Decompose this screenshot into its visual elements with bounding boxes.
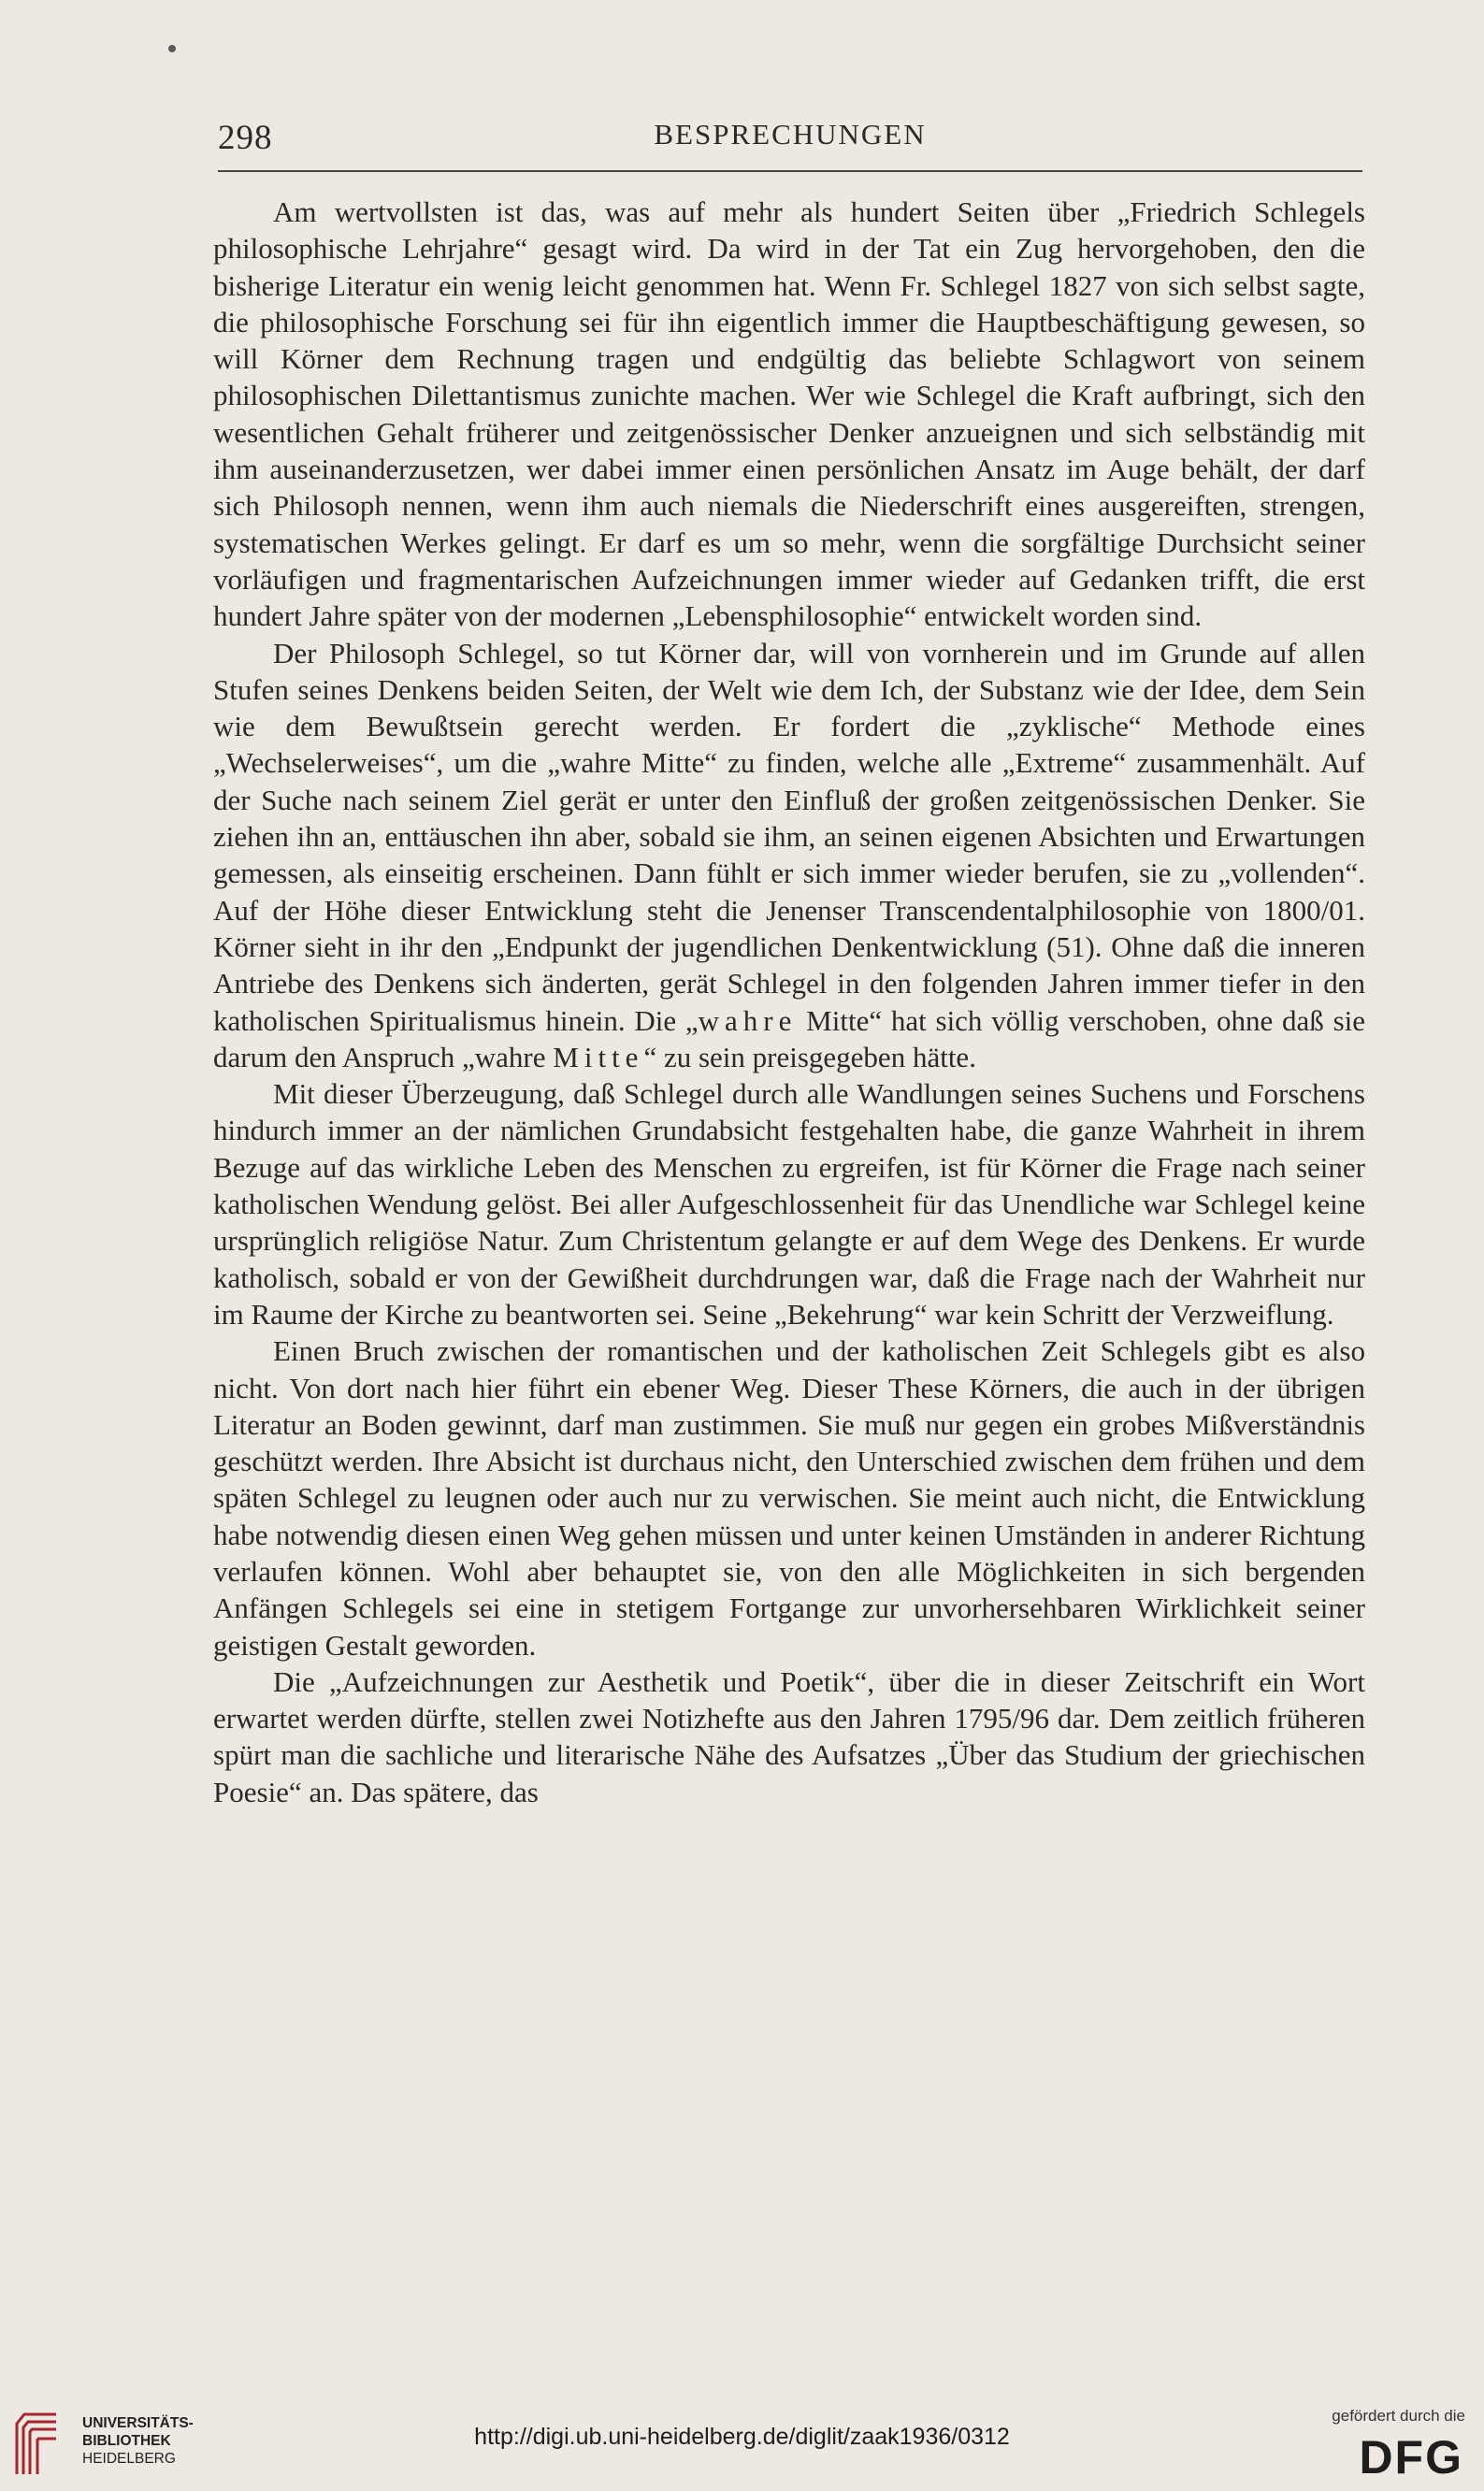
paragraph-2-text-a: Der Philosoph Schlegel, so tut Körner dar, will von vornherein und im Grunde auf allen Stufen seines Denkens beiden Seiten, der Welt wie dem Ich, der Substanz wie der Idee, dem Sein wie dem Bewußtsein gerecht werden. Er fordert die „zyklische“ Methode eines „Wechselerweises“, um die „wahre Mitte“ zu finden, welche alle „Extreme“ zusammenhält. Auf der Suche nach seinem Ziel gerät er unter den Einfluß der großen zeitgenössischen Denker. Sie ziehen ihn an, enttäuschen ihn aber, sobald sie ihm, an seinen eigenen Absichten und Erwartungen gemessen, als einseitig erscheinen. Dann fühlt er sich immer wieder berufen, sie zu „vollenden“. Auf der Höhe dieser Entwicklung steht die Jenenser Transcendentalphilosophie von 1800/01. Körner sieht in ihr den „Endpunkt der jugendlichen Denkentwicklung (51). Ohne daß die inneren Antriebe des Denkens sich änderten, gerät Schlegel in den folgenden Jahren immer tiefer in den katholischen Spiritualismus hinein. Die „ bbox=[213, 636, 1365, 1037]
library-name-line1: UNIVERSITÄTS- bbox=[82, 2415, 194, 2431]
paragraph-1: Am wertvollsten ist das, was auf mehr als hundert Seiten über „Friedrich Schlegels philosophische Lehrjahre“ gesagt wird. Da wird in der Tat ein Zug hervorgehoben, den die bisherige Literatur ein wenig leicht genommen hat. Wenn Fr. Schlegel 1827 von sich selbst sagte, die philosophische Forschung sei für ihn eigentlich immer die Hauptbeschäftigung gewesen, so will Körner dem Rechnung tragen und endgültig das beliebte Schlagwort von seinem philosophischen Dilettantismus zunichte machen. Wer wie Schlegel die Kraft aufbringt, sich den wesentlichen Gehalt früherer und zeitgenössischer Denker anzueignen und sich selbständig mit ihm auseinanderzusetzen, wer dabei immer einen persönlichen Ansatz im Auge behält, der darf sich Philosoph nennen, wenn ihm auch niemals die Niederschrift eines ausgereiften, strengen, systematischen Werkes gelingt. Er darf es um so mehr, wenn die sorgfältige Durchsicht seiner vorläufigen und fragmentarischen Aufzeichnungen immer wieder auf Gedanken trifft, die erst hundert Jahre später von der modernen „Lebensphilosophie“ entwickelt worden sind. bbox=[213, 195, 1365, 633]
digitization-footer bbox=[0, 2405, 1484, 2491]
article-body bbox=[213, 194, 1365, 1810]
running-head bbox=[218, 110, 1362, 166]
emphasis-mitte: Mitte bbox=[553, 1040, 644, 1073]
library-name-line2: BIBLIOTHEK bbox=[82, 2433, 171, 2449]
paragraph-2 bbox=[213, 635, 1365, 1076]
header-rule bbox=[218, 170, 1362, 172]
paragraph-2-text-c: “ zu sein preisgegeben hätte. bbox=[643, 1040, 976, 1073]
permalink-url[interactable]: http://digi.ub.uni-heidelberg.de/diglit/zaak1936/0312 bbox=[474, 2424, 1010, 2450]
emphasis-wahre: wahre bbox=[698, 1003, 798, 1037]
paragraph-4: Einen Bruch zwischen der romantischen und der katholischen Zeit Schlegels gibt es also nicht. Von dort nach hier führt ein ebener Weg. Dieser These Körners, die auch in der übrigen Literatur an Boden gewinnt, darf man zustimmen. Sie muß nur gegen ein grobes Mißverständnis geschützt werden. Ihre Absicht ist durchaus nicht, den Unterschied zwischen dem frühen und dem späten Schlegel zu leugnen oder auch nur zu verwischen. Sie meint auch nicht, die Entwicklung habe notwendig diesen einen Weg gehen müssen und unter keinen Umständen in anderer Richtung verlaufen können. Wohl aber behauptet sie, von den alle Möglichkeiten in sich bergenden Anfängen Schlegels sei eine in stetigem Fortgange zur unvorhersehbaren Wirklichkeit seiner geistigen Gestalt geworden. bbox=[213, 1334, 1365, 1662]
dfg-caption: gefördert durch die bbox=[1332, 2407, 1465, 2425]
running-title: BESPRECHUNGEN bbox=[654, 118, 927, 151]
dfg-logo: DFG bbox=[1359, 2431, 1463, 2484]
paragraph-3: Mit dieser Überzeugung, daß Schlegel durch alle Wandlungen seines Suchens und Forschens hindurch immer an der nämlichen Grundabsicht festgehalten habe, die ganze Wahrheit in ihrem Bezuge auf das wirkliche Leben des Menschen zu ergreifen, ist für Körner die Frage nach seiner katholischen Wendung gelöst. Bei aller Aufgeschlossenheit für das Unendliche war Schlegel keine ursprünglich religiöse Natur. Zum Christentum gelangte er auf dem Wege des Denkens. Er wurde katholisch, sobald er von der Gewißheit durchdrungen war, daß die Frage nach der Wahrheit nur im Raume der Kirche zu beantworten sei. Seine „Bekehrung“ war kein Schritt der Verzweiflung. bbox=[213, 1077, 1365, 1331]
paragraph-5: Die „Aufzeichnungen zur Aesthetik und Poetik“, über die in dieser Zeitschrift ein Wort erwartet werden dürfte, stellen zwei Notizhefte aus den Jahren 1795/96 dar. Dem zeitlich früheren spürt man die sachliche und literarische Nähe des Aufsatzes „Über das Studium der griechischen Poesie“ an. Das spätere, das bbox=[213, 1664, 1365, 1808]
ink-speck bbox=[168, 45, 176, 52]
library-name-line3: HEIDELBERG bbox=[82, 2451, 176, 2467]
paragraph-2-text-b: Mitte“ hat sich völlig verschoben, ohne daß sie darum den Anspruch „wahre bbox=[213, 1003, 1366, 1073]
page-number: 298 bbox=[218, 119, 273, 157]
